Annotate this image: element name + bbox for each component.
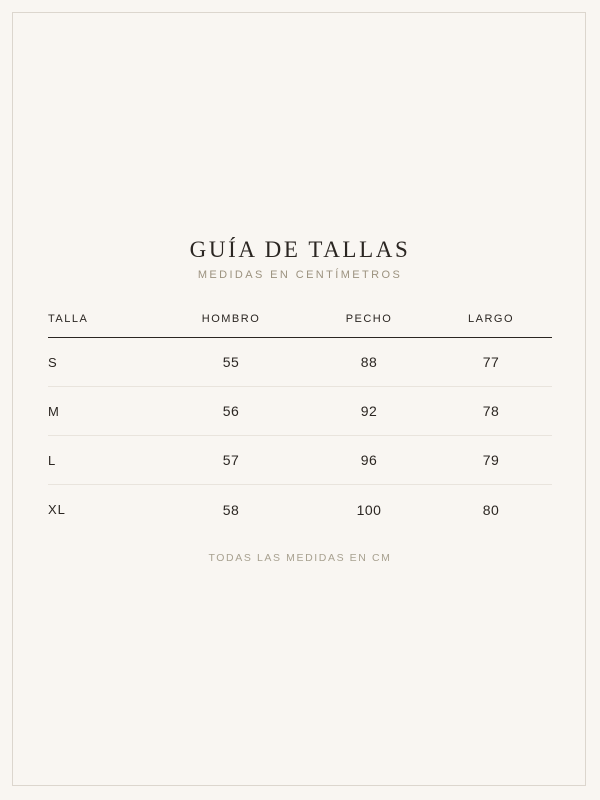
largo-cell: 79 bbox=[482, 452, 500, 468]
largo-cell: 80 bbox=[482, 501, 500, 518]
header-hombro: HOMBRO bbox=[201, 312, 261, 325]
hombro-cell: 55 bbox=[222, 354, 240, 370]
hombro-cell: 57 bbox=[222, 452, 240, 468]
size-cell: L bbox=[48, 452, 57, 468]
size-table bbox=[48, 300, 552, 534]
pecho-cell: 88 bbox=[360, 354, 378, 370]
page-subtitle: MEDIDAS EN CENTÍMETROS bbox=[197, 269, 403, 281]
header-talla: TALLA bbox=[48, 312, 89, 325]
largo-cell: 78 bbox=[482, 403, 500, 419]
page-title: GUÍA DE TALLAS bbox=[189, 237, 411, 262]
table-row bbox=[48, 387, 552, 436]
largo-cell: 77 bbox=[482, 354, 500, 370]
pecho-cell: 92 bbox=[360, 403, 378, 419]
table-row bbox=[48, 338, 552, 387]
size-cell: M bbox=[48, 403, 60, 419]
pecho-cell: 100 bbox=[356, 501, 382, 518]
table-row bbox=[48, 436, 552, 485]
footnote: TODAS LAS MEDIDAS EN CM bbox=[208, 552, 392, 564]
hombro-cell: 56 bbox=[222, 403, 240, 419]
header-pecho: PECHO bbox=[345, 312, 393, 325]
hombro-cell: 58 bbox=[222, 501, 240, 518]
size-cell: S bbox=[48, 354, 58, 370]
table-header-row bbox=[48, 300, 552, 338]
table-row bbox=[48, 485, 552, 534]
size-cell: XL bbox=[48, 502, 66, 517]
pecho-cell: 96 bbox=[360, 452, 378, 468]
header-largo: LARGO bbox=[467, 312, 514, 325]
